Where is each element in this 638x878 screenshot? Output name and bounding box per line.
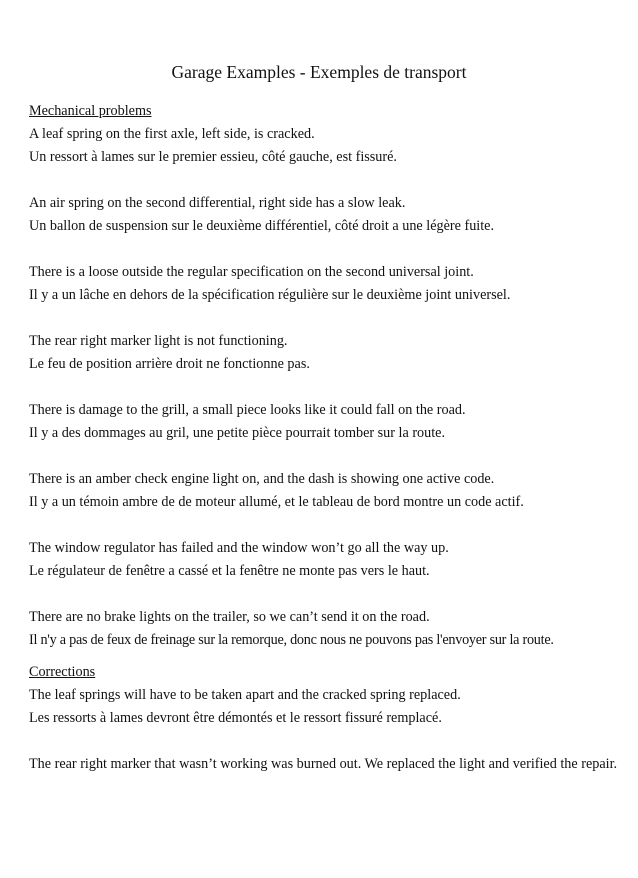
- page-title: Garage Examples - Exemples de transport: [171, 62, 467, 82]
- correction-2-en: The rear right marker that wasn’t working was burned out. We replaced the light and verified the repair.: [29, 756, 618, 772]
- problem-7-fr: Le régulateur de fenêtre a cassé et la fenêtre ne monte pas vers le haut.: [29, 563, 430, 579]
- problem-2-fr: Un ballon de suspension sur le deuxième différentiel, côté droit a une légère fuite.: [29, 218, 495, 234]
- problem-4-fr: Le feu de position arrière droit ne fonctionne pas.: [29, 356, 310, 372]
- problem-4-en: The rear right marker light is not functioning.: [29, 333, 288, 349]
- problem-3-fr: Il y a un lâche en dehors de la spécification régulière sur le deuxième joint universel.: [29, 287, 511, 303]
- correction-1-fr: Les ressorts à lames devront être démontés et le ressort fissuré remplacé.: [29, 710, 442, 726]
- problem-8-en: There are no brake lights on the trailer, so we can’t send it on the road.: [29, 609, 430, 625]
- problem-6-en: There is an amber check engine light on, and the dash is showing one active code.: [29, 471, 495, 487]
- mechanical-problems-section: [29, 100, 619, 652]
- problem-5-en: There is damage to the grill, a small piece looks like it could fall on the road.: [29, 402, 466, 418]
- problem-1-en: A leaf spring on the first axle, left side, is cracked.: [29, 126, 315, 142]
- problem-8-fr: Il n'y a pas de feux de freinage sur la remorque, donc nous ne pouvons pas l'envoyer sur la route.: [29, 632, 554, 648]
- problem-2-en: An air spring on the second differential, right side has a slow leak.: [29, 195, 406, 211]
- problem-1-fr: Un ressort à lames sur le premier essieu, côté gauche, est fissuré.: [29, 149, 397, 165]
- problem-5-fr: Il y a des dommages au gril, une petite pièce pourrait tomber sur la route.: [29, 425, 446, 441]
- correction-1-en: The leaf springs will have to be taken apart and the cracked spring replaced.: [29, 687, 461, 703]
- problem-3-en: There is a loose outside the regular specification on the second universal joint.: [29, 264, 474, 280]
- problem-7-en: The window regulator has failed and the window won’t go all the way up.: [29, 540, 449, 556]
- mechanical-problems-heading: Mechanical problems: [29, 103, 152, 119]
- corrections-section: [29, 661, 619, 776]
- corrections-heading: Corrections: [29, 664, 96, 680]
- problem-6-fr: Il y a un témoin ambre de de moteur allumé, et le tableau de bord montre un code actif.: [29, 494, 524, 510]
